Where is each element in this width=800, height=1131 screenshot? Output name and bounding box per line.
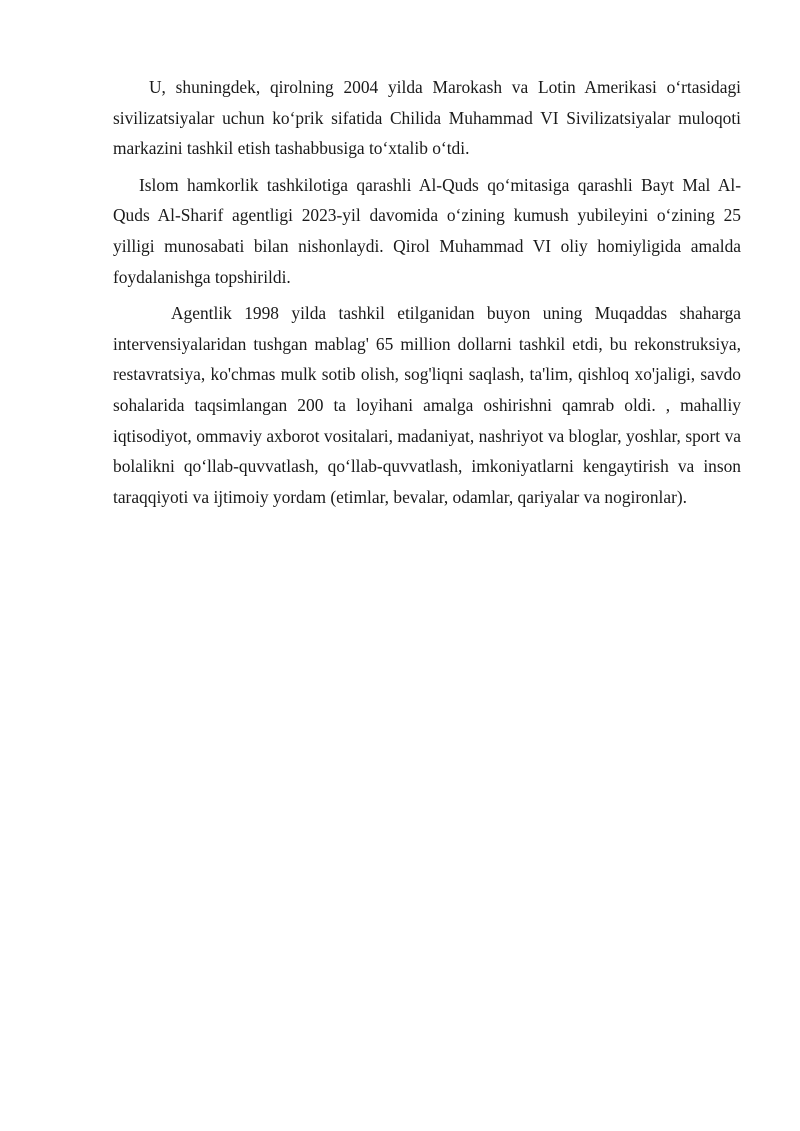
paragraph-bayt-mal-al-quds: Islom hamkorlik tashkilotiga qarashli Al-Quds qo‘mitasiga qarashli Bayt Mal Al-Quds Al-Sharif agentligi 2023-yil davomida o‘zining kumush yubileyini o‘zining 25 yilligi munosabati bilan nishonlaydi. Qirol Muhammad VI oliy homiyligida amalda foydalanishga topshirildi. — [113, 174, 741, 287]
document-body — [113, 72, 741, 512]
paragraph-civilizations-dialogue: U, shuningdek, qirolning 2004 yilda Marokash va Lotin Amerikasi o‘rtasidagi sivilizatsiyalar uchun ko‘prik sifatida Chilida Muhammad VI Sivilizatsiyalar muloqoti markazini tashkil etish tashabbusiga to‘xtalib o‘tdi. — [113, 77, 741, 159]
paragraph-agency-projects: Agentlik 1998 yilda tashkil etilganidan buyon uning Muqaddas shaharga intervensiyalaridan tushgan mablag' 65 million dollarni tashkil etdi, bu rekonstruksiya, restavratsiya, ko'chmas mulk sotib olish, sog'liqni saqlash, ta'lim, qishloq xo'jaligi, savdo sohalarida taqsimlangan 200 ta loyihani amalga oshirishni qamrab oldi. , mahalliy iqtisodiyot, ommaviy axborot vositalari, madaniyat, nashriyot va bloglar, yoshlar, sport va bolalikni qo‘llab-quvvatlash, qo‘llab-quvvatlash, imkoniyatlarni kengaytirish va inson taraqqiyoti va ijtimoiy yordam (etimlar, bevalar, odamlar, qariyalar va nogironlar). — [113, 303, 741, 507]
